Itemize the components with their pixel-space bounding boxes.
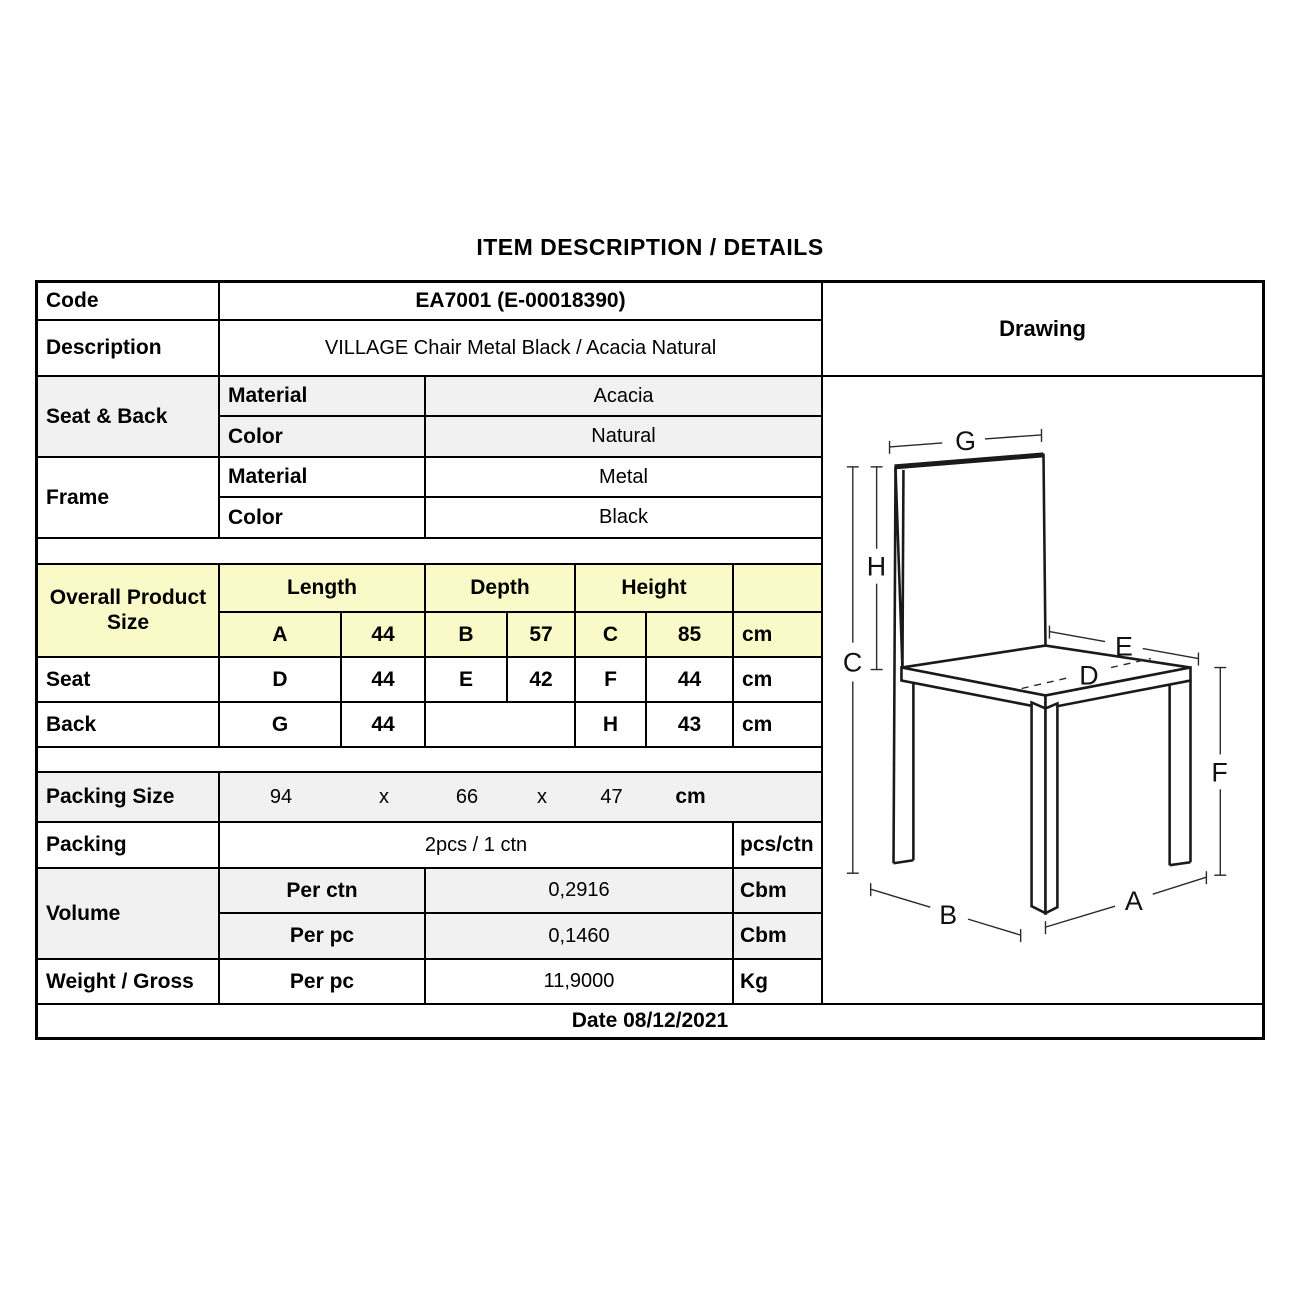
description-value: VILLAGE Chair Metal Black / Acacia Natural bbox=[220, 321, 823, 377]
overall-a-key: A bbox=[220, 613, 342, 658]
packing-size-v2: 66 bbox=[455, 785, 479, 808]
seat-back-label: Seat & Back bbox=[38, 377, 220, 458]
chair-backrest-inner-edge bbox=[902, 470, 903, 669]
back-h-key: H bbox=[576, 703, 647, 748]
weight-per-pc-label: Per pc bbox=[220, 960, 426, 1005]
depth-header: Depth bbox=[426, 565, 576, 613]
volume-per-pc-unit: Cbm bbox=[734, 914, 823, 960]
overall-size-label: Overall Product Size bbox=[38, 565, 220, 658]
back-unit: cm bbox=[734, 703, 823, 748]
back-g-key: G bbox=[220, 703, 342, 748]
spacer-row-1 bbox=[38, 539, 823, 565]
chair-leg-front-left-face bbox=[1032, 702, 1046, 913]
frame-material-value: Metal bbox=[426, 458, 823, 498]
frame-color-label: Color bbox=[220, 498, 426, 539]
dim-label-c: C bbox=[842, 647, 863, 678]
volume-per-pc-value: 0,1460 bbox=[426, 914, 734, 960]
frame-material-label: Material bbox=[220, 458, 426, 498]
back-h-value: 43 bbox=[647, 703, 734, 748]
date-row: Date 08/12/2021 bbox=[571, 1009, 729, 1032]
code-label: Code bbox=[38, 283, 220, 321]
drawing-header: Drawing bbox=[823, 283, 1262, 377]
unit-header-empty bbox=[734, 565, 823, 613]
volume-per-pc-label: Per pc bbox=[220, 914, 426, 960]
overall-c-value: 85 bbox=[647, 613, 734, 658]
chair-leg-rear-left-bottom bbox=[894, 860, 914, 863]
packing-size-label: Packing Size bbox=[38, 773, 220, 823]
packing-label: Packing bbox=[38, 823, 220, 869]
seat-e-value: 42 bbox=[508, 658, 576, 703]
length-header: Length bbox=[220, 565, 426, 613]
overall-unit: cm bbox=[734, 613, 823, 658]
dim-label-b: B bbox=[939, 900, 958, 931]
seat-e-key: E bbox=[426, 658, 508, 703]
height-header: Height bbox=[576, 565, 734, 613]
weight-unit: Kg bbox=[734, 960, 823, 1005]
chair-leg-rear-left-outer bbox=[894, 468, 896, 863]
seat-back-material-value: Acacia bbox=[426, 377, 823, 417]
dim-label-h: H bbox=[866, 551, 887, 582]
volume-per-ctn-unit: Cbm bbox=[734, 869, 823, 914]
overall-b-key: B bbox=[426, 613, 508, 658]
frame-label: Frame bbox=[38, 458, 220, 539]
weight-label: Weight / Gross bbox=[38, 960, 220, 1005]
chair-backrest bbox=[896, 455, 1046, 669]
spacer-row-2 bbox=[38, 748, 823, 773]
chair-leg-right-bottom bbox=[1170, 862, 1191, 865]
packing-unit: pcs/ctn bbox=[734, 823, 823, 869]
overall-a-value: 44 bbox=[342, 613, 426, 658]
dim-label-e: E bbox=[1115, 631, 1133, 662]
seat-back-color-label: Color bbox=[220, 417, 426, 458]
seat-back-material-label: Material bbox=[220, 377, 426, 417]
chair-drawing bbox=[823, 377, 1262, 1003]
volume-per-ctn-value: 0,2916 bbox=[426, 869, 734, 914]
item-spec-table bbox=[35, 280, 1265, 1040]
seat-f-key: F bbox=[576, 658, 647, 703]
volume-per-ctn-label: Per ctn bbox=[220, 869, 426, 914]
dim-label-f: F bbox=[1211, 757, 1228, 788]
packing-size-v1: 94 bbox=[269, 785, 293, 808]
chair-leg-front-right-face bbox=[1045, 703, 1057, 913]
dim-label-d: D bbox=[1079, 660, 1099, 691]
page-title: ITEM DESCRIPTION / DETAILS bbox=[476, 234, 824, 260]
packing-size-value bbox=[220, 773, 823, 823]
seat-d-key: D bbox=[220, 658, 342, 703]
overall-c-key: C bbox=[576, 613, 647, 658]
volume-label: Volume bbox=[38, 869, 220, 960]
seat-row-label: Seat bbox=[38, 658, 220, 703]
packing-size-unit: cm bbox=[675, 785, 706, 808]
seat-d-value: 44 bbox=[342, 658, 426, 703]
packing-size-sep2: x bbox=[537, 785, 547, 808]
back-g-value: 44 bbox=[342, 703, 426, 748]
packing-value: 2pcs / 1 ctn bbox=[220, 823, 734, 869]
back-row-label: Back bbox=[38, 703, 220, 748]
description-label: Description bbox=[38, 321, 220, 377]
seat-f-value: 44 bbox=[647, 658, 734, 703]
seat-back-color-value: Natural bbox=[426, 417, 823, 458]
dim-label-g: G bbox=[955, 425, 976, 456]
overall-b-value: 57 bbox=[508, 613, 576, 658]
back-depth-empty bbox=[426, 703, 576, 748]
code-value: EA7001 (E-00018390) bbox=[220, 283, 823, 321]
packing-size-sep1: x bbox=[379, 785, 389, 808]
dim-label-a: A bbox=[1124, 886, 1143, 917]
frame-color-value: Black bbox=[426, 498, 823, 539]
packing-size-v3: 47 bbox=[600, 785, 623, 808]
seat-unit: cm bbox=[734, 658, 823, 703]
weight-value: 11,9000 bbox=[426, 960, 734, 1005]
drawing-cell bbox=[823, 377, 1262, 1005]
